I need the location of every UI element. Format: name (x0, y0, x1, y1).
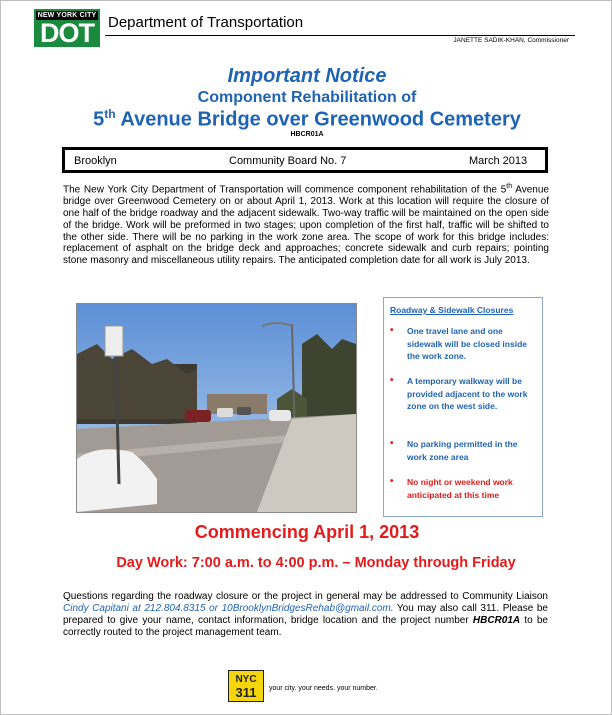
bridge-title-ordinal: th (104, 107, 116, 121)
bridge-title-number: 5 (93, 108, 105, 131)
bridge-title (1, 107, 612, 132)
description-number: 5 (500, 184, 507, 196)
project-description (63, 181, 549, 267)
header-divider (105, 35, 575, 36)
work-hours: Day Work: 7:00 a.m. to 4:00 p.m. – Monday through Friday (116, 555, 516, 571)
description-rest: Avenue bridge over Greenwood Cemetery on or about April 1, 2013. Work at this location will require the closure of one half of the bridge roadway and the adjacent sidewalk. Two-way traffic will be maintained on the open side of the bridge. Work will be preformed in two stages; upon completion of the first half, traffic will be shifted to the other side. There will be no parking in the work zone area. The scope of work for this bridge includes: replacement of asphalt on the bridge deck and approaches; concrete sidewalk and curb repairs; pointing stone masonry and miscellaneous utility repairs. The anticipated completion date for all work is July 2013. (63, 184, 549, 267)
bridge-photo (76, 303, 357, 513)
nyc311-logo (228, 670, 264, 702)
contact-paragraph (63, 591, 548, 639)
logo-top-text: NEW YORK CITY (37, 12, 97, 19)
notice-date: March 2013 (469, 155, 528, 167)
notice-heading: Important Notice (227, 65, 387, 87)
nyc311-badge-top: NYC (235, 674, 257, 685)
notice-subheading: Component Rehabilitation of (197, 89, 417, 106)
closure-item (390, 438, 535, 463)
closure-item-text: A temporary walkway will be provided adjacent to the work zone on the west side. (407, 376, 528, 412)
commencing-date: Commencing April 1, 2013 (194, 522, 420, 542)
logo-main-text: DOT (40, 18, 94, 48)
bullet-icon: • (390, 375, 394, 386)
borough: Brooklyn (74, 155, 117, 167)
commissioner-name: JANETTE SADIK-KHAN, Commissioner (453, 37, 569, 44)
project-code: HBCR01A (290, 131, 324, 138)
closure-item (390, 325, 535, 363)
nyc311-badge-bottom: 311 (235, 685, 257, 700)
closures-panel (383, 297, 543, 517)
location-info-box (62, 147, 548, 173)
project-number: HBCR01A (472, 615, 521, 626)
closure-item-text: One travel lane and one sidewalk will be closed inside the work zone. (407, 326, 527, 362)
description-start: The New York City Department of Transportation will commence component rehabilitation of the (63, 184, 501, 196)
footer-tagline: your city. your needs. your number. (269, 685, 378, 692)
closure-item-text: No parking permitted in the work zone area (407, 439, 518, 462)
description-ordinal: th (506, 183, 513, 190)
bullet-icon: • (390, 325, 394, 336)
liaison-contact-link[interactable]: Cindy Capitani at 212.804.8315 or 10BrooklynBridgesRehab@gmail.com. (63, 603, 394, 614)
bullet-icon: • (390, 476, 394, 487)
closures-title: Roadway & Sidewalk Closures (390, 305, 514, 315)
contact-text-a: Questions regarding the roadway closure or the project in general may be addressed to Community Liaison (63, 591, 548, 602)
nyc-dot-logo (34, 9, 100, 47)
closure-item-text: No night or weekend work anticipated at this time (407, 477, 513, 500)
community-board: Community Board No. 7 (229, 155, 347, 167)
closure-item (390, 476, 535, 501)
bridge-title-rest: Avenue Bridge over Greenwood Cemetery (115, 108, 521, 131)
contact-text-b: You may also call 311. Please be prepared to give your name, contact information, bridge location and the project number (63, 603, 548, 626)
contact-text-c: to be correctly routed to the project management team. (63, 615, 548, 638)
department-name: Department of Transportation (108, 14, 304, 31)
closure-item (390, 375, 535, 413)
bullet-icon: • (390, 438, 394, 449)
